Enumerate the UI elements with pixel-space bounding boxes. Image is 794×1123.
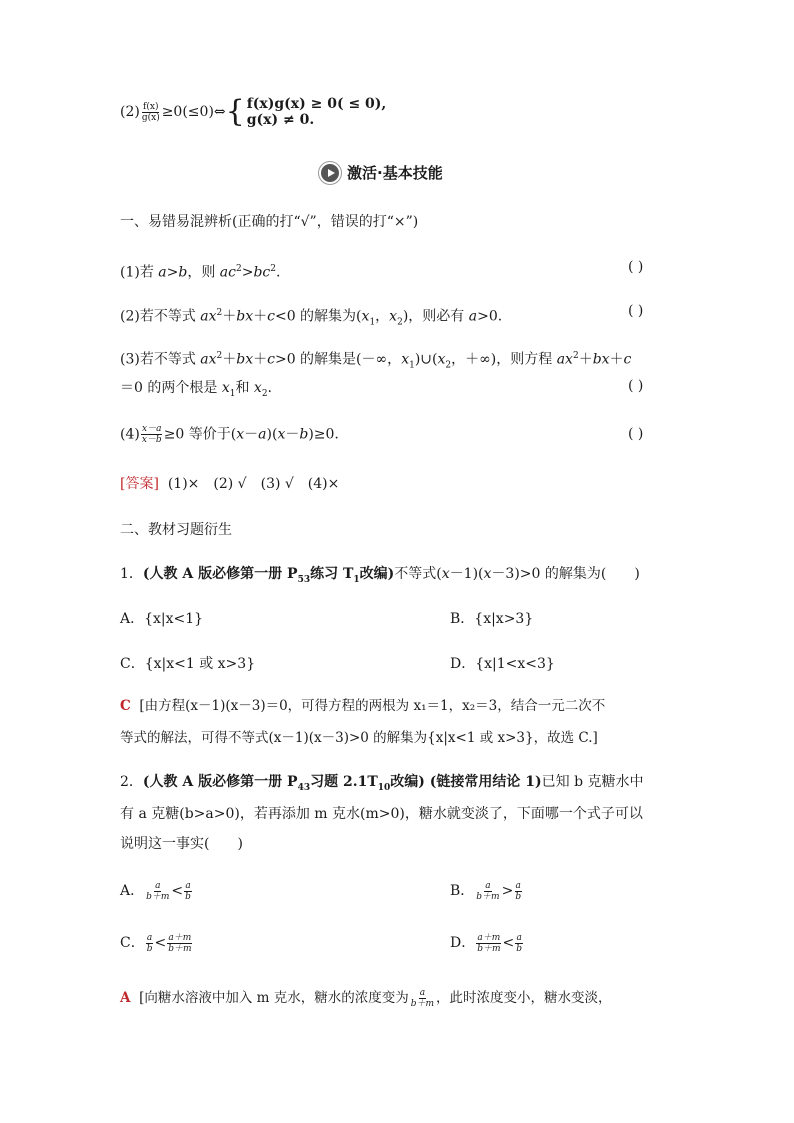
formula-system (226, 96, 387, 128)
answer-blank-4: ( ) (628, 426, 644, 442)
part1-heading: 一、易错易混辨析(正确的打“√”，错误的打“×”) (120, 214, 419, 230)
judge-item-4: (4) $\frac{x-a}{x-b}$ ≥0 等价于(x－a)(x－b)≥0. (120, 424, 339, 445)
q1-option-b: B．{x|x>3} (450, 611, 534, 627)
answer-blank-2: ( ) (628, 303, 644, 319)
q1-option-c: C．{x|x<1 或 x>3} (120, 656, 256, 672)
top-formula (120, 96, 386, 128)
fraction-numerator: f(x) (143, 101, 159, 112)
q2-option-a: A． $\frac{a}{b+m}$ < $\frac{a}{b}$ (120, 880, 191, 902)
question-2-stem-line-1: 2．(人教 A 版必修第一册 $P_{43}$习题 $2.1T_{10}$改编) (链接常用结论 1)已知 b 克糖水中 (120, 774, 644, 793)
answer-text: (1)× (2) √ (3) √ (4)× (167, 476, 340, 492)
answer-blank-3: ( ) (628, 378, 644, 394)
play-icon (321, 164, 339, 182)
q2-option-c: C． $\frac{a}{b}$ < $\frac{a+m}{b+m}$ (120, 932, 192, 954)
question-2-stem-line-3: 说明这一事实( ) (120, 836, 243, 852)
q1-answer-letter: C (120, 698, 131, 714)
q1-explanation-line-1: C [由方程(x－1)(x－3)＝0，可得方程的两根为 x₁＝1，x₂＝3，结合一元二次不 (120, 698, 606, 714)
question-2-stem-line-2: 有 a 克糖(b>a>0)，若再添加 m 克水(m>0)，糖水就变淡了，下面哪一个式子可以 (120, 806, 643, 822)
q2-option-d: D． $\frac{a+m}{b+m}$ < $\frac{a}{b}$ (450, 932, 523, 954)
q2-answer-letter: A (120, 990, 131, 1006)
q2-explanation: A [向糖水溶液中加入 m 克水，糖水的浓度变为 $\frac{a}{b+m}$ ，此时浓度变小，糖水变淡， (120, 988, 612, 1009)
judge-item-3-line-2: ＝0 的两个根是 $x_1$和 $x_2$. (120, 380, 272, 399)
section-title-text: 激活·基本技能 (347, 164, 443, 182)
system-row-2: g(x) ≠ 0. (246, 112, 315, 128)
part2-heading: 二、教材习题衍生 (120, 522, 232, 538)
q1-option-d: D．{x|1<x<3} (450, 656, 555, 672)
judge-item-1: (1)若 a>b，则 $ac^2>bc^2$. (120, 264, 281, 281)
section-title (321, 162, 443, 183)
formula-relation: ≥0(≤0)⇔ (161, 104, 226, 120)
brace-icon: { (225, 94, 245, 129)
answer-line (120, 474, 339, 494)
formula-prefix: (2) (120, 104, 140, 120)
q1-explanation-line-2: 等式的解法，可得不等式(x－1)(x－3)>0 的解集为{x|x<1 或 x>3}，故选 C.] (120, 730, 598, 746)
q1-option-a: A．{x|x<1} (120, 611, 204, 627)
answer-label: [答案] (120, 476, 159, 492)
q2-option-b: B． $\frac{a}{b+m}$ > $\frac{a}{b}$ (450, 880, 522, 902)
answer-blank-1: ( ) (628, 259, 644, 275)
judge-item-3-line-1: (3)若不等式 $ax^2+bx+c>0$ 的解集是(－∞，$x_1)\cup(x_2$，＋∞)，则方程 $ax^2+bx+c$ (120, 351, 632, 371)
question-1-stem: 1．(人教 A 版必修第一册 $P_{53}$练习 $T_1$改编)不等式(x－1)(x－3)>0 的解集为( ) (120, 566, 640, 585)
formula-fraction (141, 102, 161, 123)
system-row-1: f(x)g(x) ≥ 0( ≤ 0), (246, 96, 387, 112)
judge-item-2: (2)若不等式 $ax^2+bx+c<0$ 的解集为($x_1$，$x_2$)，则必有 a>0. (120, 308, 503, 328)
fraction-denominator: g(x) (141, 112, 160, 123)
